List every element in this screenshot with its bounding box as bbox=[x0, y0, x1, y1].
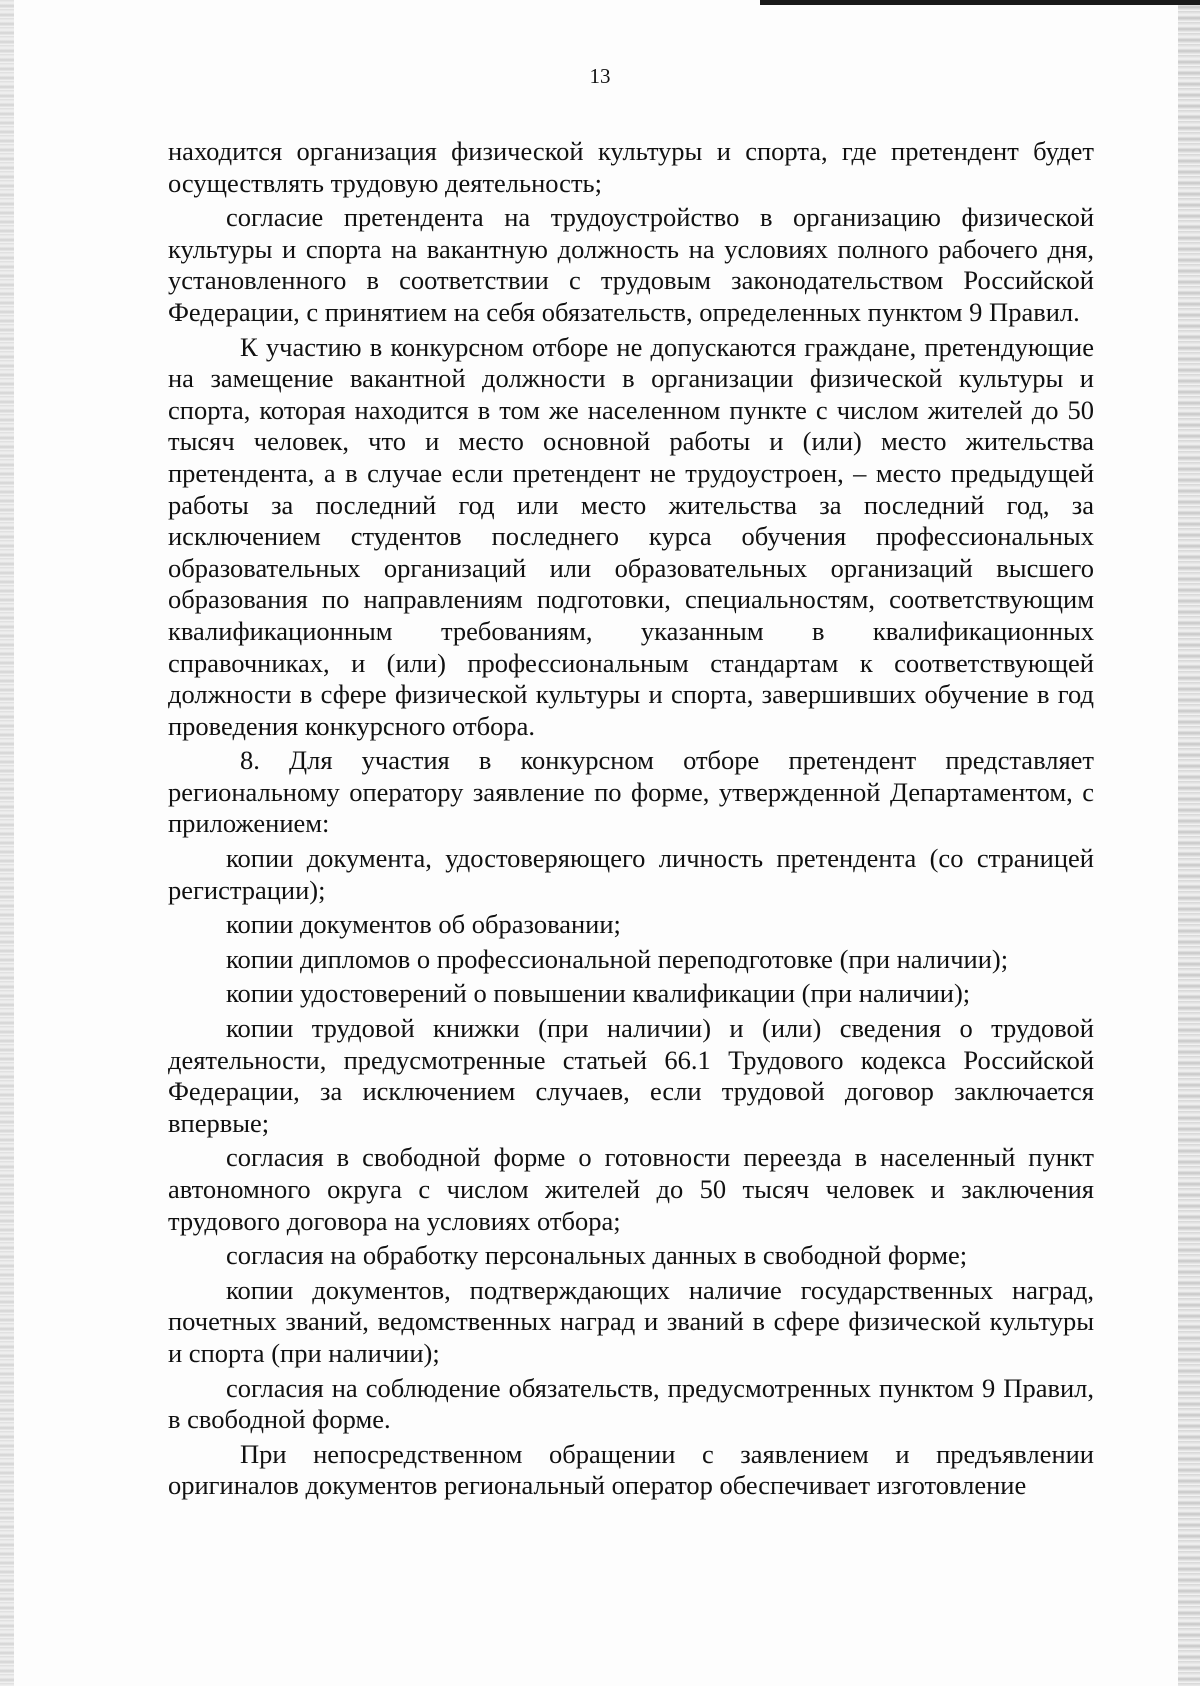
list-item: копии дипломов о профессиональной переподготовке (при наличии); bbox=[226, 943, 1009, 974]
paragraph: К участию в конкурсном отборе не допускаются граждане, претендующие на замещение вакантной должности в организации физической культуры и спорта, которая находится в том же населенном пункте с числом жителей до 50 тысяч человек, что и место основной работы и (или) место жительства претендента, а в случае если претендент не трудоустроен, – место предыдущей работы за последний год или место жительства за последний год, за исключением студентов последнего курса обучения профессиональных образовательных организаций или образовательных организаций высшего образования по направлениям подготовки, специальностям, соответствующим квалификационным требованиям, указанным в квалификационных справочниках, и (или) профессиональным стандартам к соответствующей должности в сфере физической культуры и спорта, завершивших обучение в год проведения конкурсного отбора. bbox=[168, 331, 1094, 741]
document-body bbox=[168, 136, 1094, 1505]
paragraph: При непосредственном обращении с заявлением и предъявлении оригиналов документов региональный оператор обеспечивает изготовление bbox=[168, 1438, 1094, 1501]
paragraph: 8. Для участия в конкурсном отборе претендент представляет региональному оператору заявление по форме, утвержденной Департаментом, с приложением: bbox=[168, 745, 1094, 839]
list-item: копии документов об образовании; bbox=[226, 909, 621, 940]
scan-edge-top bbox=[760, 0, 1200, 5]
scan-edge-right bbox=[1178, 0, 1200, 1686]
list-item: копии документа, удостоверяющего личность претендента (со страницей регистрации); bbox=[168, 843, 1094, 905]
list-item: копии удостоверений о повышении квалификации (при наличии); bbox=[226, 978, 971, 1009]
list-item: согласия на соблюдение обязательств, предусмотренных пунктом 9 Правил, в свободной форме. bbox=[168, 1372, 1094, 1435]
scan-edge-left bbox=[0, 0, 14, 1686]
list-item: копии трудовой книжки (при наличии) и (или) сведения о трудовой деятельности, предусмотренные статьей 66.1 Трудового кодекса Российской Федерации, за исключением случаев, если трудовой договор заключается впервые; bbox=[168, 1013, 1094, 1138]
paragraph: согласие претендента на трудоустройство в организацию физической культуры и спорта на вакантную должность на условиях полного рабочего дня, установленного в соответствии с трудовым законодательством Российской Федерации, с принятием на себя обязательств, определенных пунктом 9 Правил. bbox=[168, 202, 1094, 327]
page-number: 13 bbox=[589, 64, 611, 88]
list-item: копии документов, подтверждающих наличие государственных наград, почетных званий, ведомственных наград и званий в сфере физической культуры и спорта (при наличии); bbox=[168, 1274, 1094, 1368]
list-item: согласия на обработку персональных данных в свободной форме; bbox=[226, 1240, 968, 1271]
paragraph: находится организация физической культуры и спорта, где претендент будет осуществлять трудовую деятельность; bbox=[168, 136, 1094, 198]
list-item: согласия в свободной форме о готовности переезда в населенный пункт автономного округа с числом жителей до 50 тысяч человек и заключения трудового договора на условиях отбора; bbox=[168, 1142, 1094, 1236]
